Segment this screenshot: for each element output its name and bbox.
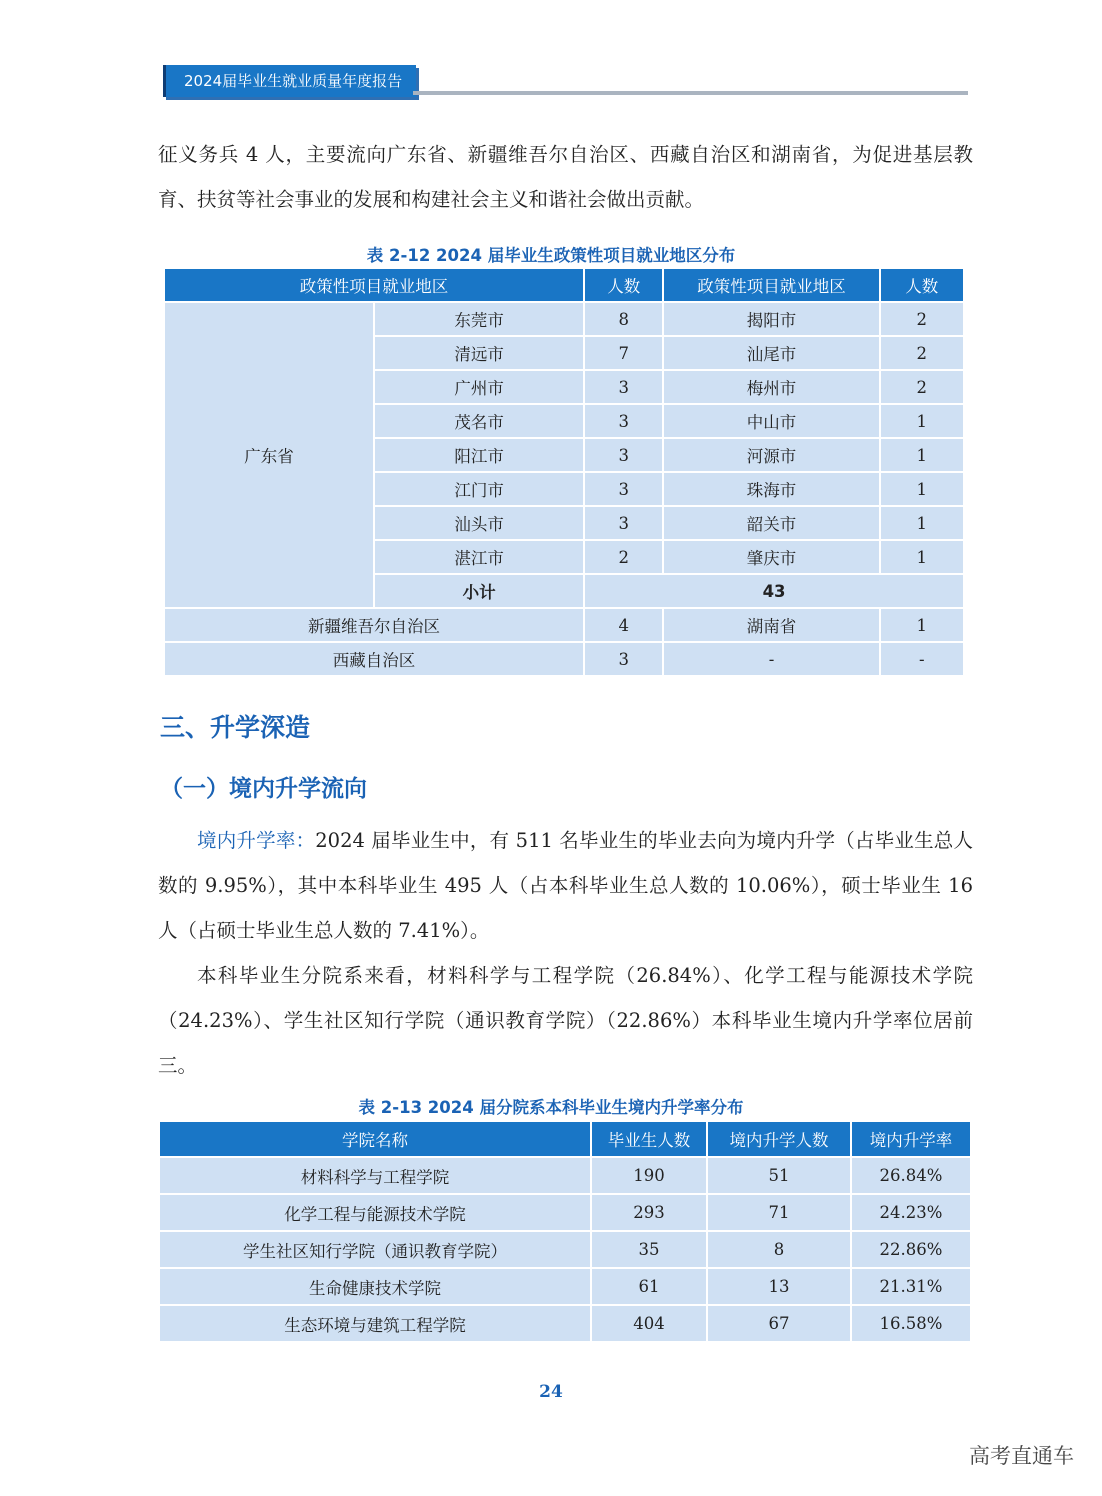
subtotal-value: 43 bbox=[585, 575, 963, 607]
city-cell: 河源市 bbox=[664, 439, 878, 471]
graduates-cell: 35 bbox=[592, 1232, 706, 1267]
region-cell: 新疆维吾尔自治区 bbox=[165, 609, 583, 641]
city-cell: 湛江市 bbox=[375, 541, 583, 573]
count-cell: 3 bbox=[585, 473, 662, 505]
college-name-cell: 化学工程与能源技术学院 bbox=[160, 1195, 590, 1230]
city-cell: 广州市 bbox=[375, 371, 583, 403]
count-cell: 2 bbox=[881, 371, 963, 403]
rate-cell: 24.23% bbox=[852, 1195, 970, 1230]
column-header: 人数 bbox=[585, 269, 662, 301]
college-name-cell: 生态环境与建筑工程学院 bbox=[160, 1306, 590, 1341]
column-header: 境内升学人数 bbox=[708, 1122, 850, 1156]
intro-paragraph: 征义务兵 4 人，主要流向广东省、新疆维吾尔自治区、西藏自治区和湖南省，为促进基层教育、扶贫等社会事业的发展和构建社会主义和谐社会做出贡献。 bbox=[158, 143, 973, 211]
count-cell: 3 bbox=[585, 643, 662, 675]
subtotal-label: 小计 bbox=[375, 575, 583, 607]
table-row bbox=[160, 1306, 970, 1341]
graduates-cell: 404 bbox=[592, 1306, 706, 1341]
table-row bbox=[160, 1158, 970, 1193]
table-row bbox=[165, 303, 963, 335]
city-cell: 肇庆市 bbox=[664, 541, 878, 573]
count-cell: 1 bbox=[881, 609, 963, 641]
table-row bbox=[165, 643, 963, 675]
count-cell: 3 bbox=[585, 405, 662, 437]
province-cell: 广东省 bbox=[165, 303, 373, 607]
city-cell: 汕头市 bbox=[375, 507, 583, 539]
subsection-heading: （一）境内升学流向 bbox=[160, 776, 367, 802]
report-title: 2024届毕业生就业质量年度报告 bbox=[163, 65, 416, 97]
count-cell: 3 bbox=[585, 371, 662, 403]
city-cell: 茂名市 bbox=[375, 405, 583, 437]
table-header-row bbox=[160, 1122, 970, 1156]
college-ranking-paragraph: 本科毕业生分院系来看，材料科学与工程学院（26.84%）、化学工程与能源技术学院（24.23%）、学生社区知行学院（通识教育学院）（22.86%）本科毕业生境内升学率位居前三。 bbox=[158, 964, 973, 1077]
count-cell: 2 bbox=[585, 541, 662, 573]
region-cell: 西藏自治区 bbox=[165, 643, 583, 675]
count-cell: 3 bbox=[585, 507, 662, 539]
count-cell: 1 bbox=[881, 541, 963, 573]
city-cell: 中山市 bbox=[664, 405, 878, 437]
count-cell: 1 bbox=[881, 439, 963, 471]
enrolled-cell: 71 bbox=[708, 1195, 850, 1230]
college-enrollment-table bbox=[158, 1120, 972, 1343]
count-cell: 2 bbox=[881, 303, 963, 335]
table-caption-2-12: 表 2-12 2024 届毕业生政策性项目就业地区分布 bbox=[366, 246, 736, 265]
graduates-cell: 61 bbox=[592, 1269, 706, 1304]
table-row bbox=[160, 1269, 970, 1304]
city-cell: 东莞市 bbox=[375, 303, 583, 335]
city-cell: 阳江市 bbox=[375, 439, 583, 471]
count-cell: 4 bbox=[585, 609, 662, 641]
column-header: 人数 bbox=[881, 269, 963, 301]
rate-cell: 26.84% bbox=[852, 1158, 970, 1193]
graduates-cell: 293 bbox=[592, 1195, 706, 1230]
count-cell: 1 bbox=[881, 405, 963, 437]
city-cell: 韶关市 bbox=[664, 507, 878, 539]
table-caption-2-13: 表 2-13 2024 届分院系本科毕业生境内升学率分布 bbox=[358, 1098, 744, 1117]
enrollment-rate-paragraph bbox=[158, 818, 973, 953]
college-name-cell: 学生社区知行学院（通识教育学院） bbox=[160, 1232, 590, 1267]
city-cell: 揭阳市 bbox=[664, 303, 878, 335]
page-header bbox=[163, 65, 968, 101]
count-cell: 1 bbox=[881, 473, 963, 505]
rate-cell: 21.31% bbox=[852, 1269, 970, 1304]
table-header-row bbox=[165, 269, 963, 301]
enrolled-cell: 13 bbox=[708, 1269, 850, 1304]
enrolled-cell: 51 bbox=[708, 1158, 850, 1193]
column-header: 境内升学率 bbox=[852, 1122, 970, 1156]
region-distribution-table bbox=[163, 267, 965, 677]
rate-cell: 22.86% bbox=[852, 1232, 970, 1267]
column-header: 政策性项目就业地区 bbox=[664, 269, 878, 301]
table-row bbox=[160, 1232, 970, 1267]
header-rule bbox=[413, 91, 968, 95]
city-cell: 江门市 bbox=[375, 473, 583, 505]
college-name-cell: 材料科学与工程学院 bbox=[160, 1158, 590, 1193]
column-header: 学院名称 bbox=[160, 1122, 590, 1156]
section-heading: 三、升学深造 bbox=[160, 713, 311, 742]
count-cell: 2 bbox=[881, 337, 963, 369]
count-cell: 7 bbox=[585, 337, 662, 369]
region-cell: 湖南省 bbox=[664, 609, 878, 641]
count-cell: 1 bbox=[881, 507, 963, 539]
paragraph-text: 2024 届毕业生中，有 511 名毕业生的毕业去向为境内升学（占毕业生总人数的 9.95%），其中本科毕业生 495 人（占本科毕业生总人数的 10.06%），硕士毕业生 16 人（占硕士毕业生总人数的 7.41%）。 bbox=[158, 829, 973, 942]
count-cell: 8 bbox=[585, 303, 662, 335]
city-cell: 珠海市 bbox=[664, 473, 878, 505]
count-cell: - bbox=[881, 643, 963, 675]
enrolled-cell: 67 bbox=[708, 1306, 850, 1341]
table-row bbox=[165, 609, 963, 641]
watermark: 高考直通车 bbox=[969, 1444, 1074, 1468]
city-cell: 汕尾市 bbox=[664, 337, 878, 369]
city-cell: 清远市 bbox=[375, 337, 583, 369]
region-cell: - bbox=[664, 643, 878, 675]
enrolled-cell: 8 bbox=[708, 1232, 850, 1267]
paragraph-lead: 境内升学率： bbox=[197, 829, 316, 852]
column-header: 毕业生人数 bbox=[592, 1122, 706, 1156]
column-header: 政策性项目就业地区 bbox=[165, 269, 583, 301]
count-cell: 3 bbox=[585, 439, 662, 471]
rate-cell: 16.58% bbox=[852, 1306, 970, 1341]
city-cell: 梅州市 bbox=[664, 371, 878, 403]
college-name-cell: 生命健康技术学院 bbox=[160, 1269, 590, 1304]
graduates-cell: 190 bbox=[592, 1158, 706, 1193]
page-number: 24 bbox=[539, 1382, 563, 1402]
table-row bbox=[160, 1195, 970, 1230]
